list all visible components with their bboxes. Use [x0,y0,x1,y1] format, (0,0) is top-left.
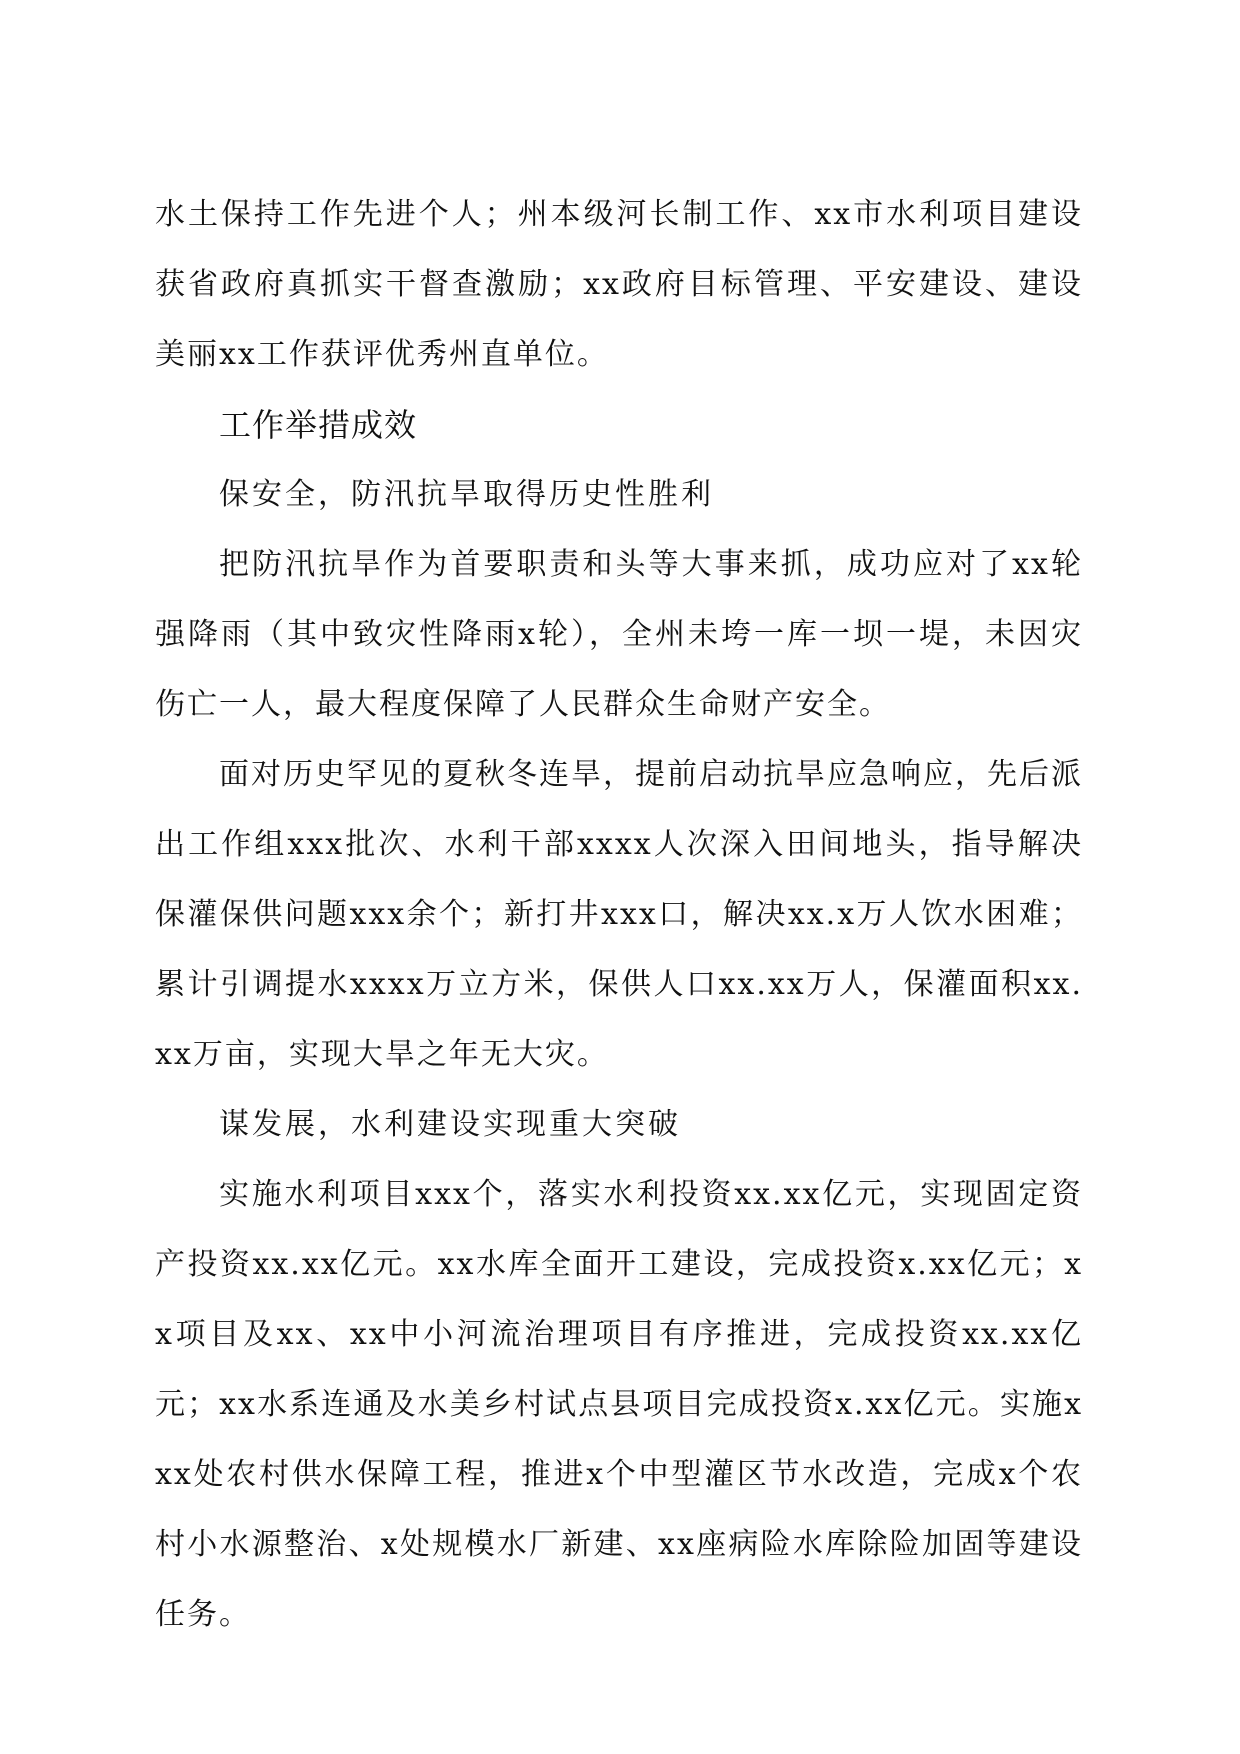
subheading-safety: 保安全，防汛抗旱取得历史性胜利 [219,477,714,512]
section-heading: 工作举措成效 [219,406,418,444]
continuation-paragraph: 水土保持工作先进个人；州本级河长制工作、xx市水利项目建设获省政府真抓实干督查激励；xx政府目标管理、平安建设、建设美丽xx工作获评优秀州直单位。 [155,197,1083,372]
body-paragraph: 实施水利项目xxx个，落实水利投资xx.xx亿元，实现固定资产投资xx.xx亿元。xx水库全面开工建设，完成投资x.xx亿元；xx项目及xx、xx中小河流治理项目有序推进，完成投资xx.xx亿元；xx水系连通及水美乡村试点县项目完成投资x.xx亿元。实施xxx处农村供水保障工程，推进x个中型灌区节水改造，完成x个农村小水源整治、x处规模水厂新建、xx座病险水库除险加固等建设任务。 [155,1177,1083,1632]
subheading-development: 谋发展，水利建设实现重大突破 [219,1107,681,1142]
document-page [155,180,1083,1650]
body-paragraph: 把防汛抗旱作为首要职责和头等大事来抓，成功应对了xx轮强降雨（其中致灾性降雨x轮），全州未垮一库一坝一堤，未因灾伤亡一人，最大程度保障了人民群众生命财产安全。 [155,547,1083,722]
body-paragraph: 面对历史罕见的夏秋冬连旱，提前启动抗旱应急响应，先后派出工作组xxx批次、水利干部xxxx人次深入田间地头，指导解决保灌保供问题xxx余个；新打井xxx口，解决xx.x万人饮水困难；累计引调提水xxxx万立方米，保供人口xx.xx万人，保灌面积xx.xx万亩，实现大旱之年无大灾。 [155,757,1083,1072]
